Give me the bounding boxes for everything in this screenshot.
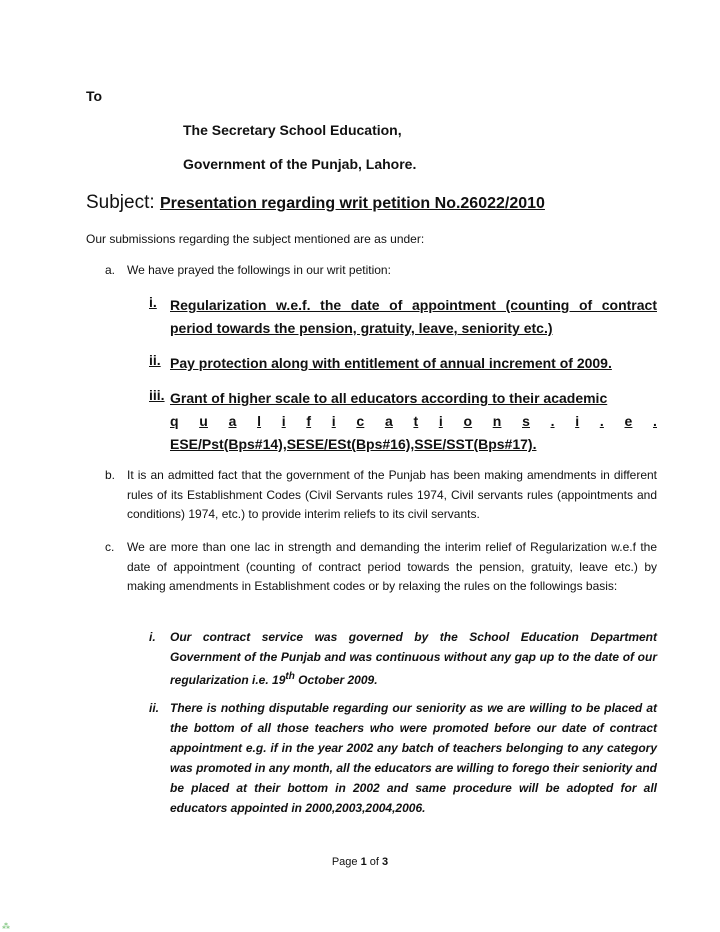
page-footer: Page 1 of 3 [331,856,389,868]
subject-text: Presentation regarding writ petition No.26022/2010 [159,195,545,212]
spaced-letter: u [199,413,208,429]
spaced-letter: q [170,413,179,429]
recipient-organization: Government of the Punjab, Lahore. [183,156,417,172]
list-marker: b. [105,468,116,482]
spaced-letter: t [413,413,419,429]
spaced-letter: o [463,413,473,429]
prayer-text-line1: Grant of higher scale to all educators according to their academic [170,390,608,406]
recipient-title: The Secretary School Education, [183,122,402,138]
list-marker: a. [105,263,116,277]
basis-number: ii. [149,701,160,715]
list-item-text: We are more than one lac in strength and demanding the interim relief of Regularization w.e.f the date of appointment (counting of contract period towards the pension, gratuity, leave etc.) by making amendments in Establishment codes or by relaxing the rules on the followings basis: [127,540,657,593]
total-pages-number: 3 [382,856,389,868]
list-item-text: It is an admitted fact that the government of the Punjab has been making amendments in different rules of its Establishment Codes (Civil Servants rules 1974, Civil servants rules (appointments and conditions) 1974, etc.) to provide interim reliefs to its civil servants. [127,468,657,521]
spaced-letter: f [306,413,312,429]
subject-line [86,192,545,214]
prayer-number: iii. [149,387,165,403]
spaced-letter: i [438,413,443,429]
basis-number: i. [149,630,156,644]
prayer-text-spaced-line [170,410,657,433]
prayer-number: ii. [149,352,161,368]
spaced-letter: . [550,413,555,429]
spaced-letter: . [599,413,604,429]
basis-text: There is nothing disputable regarding our seniority as we are willing to be placed at the bottom of all those teachers who were promoted before our date of contract appointment e.g. if in the year 2002 any batch of teachers belonging to any category was promoted in any month, all the educators are willing to forego their seniority and be placed at their bottom in 2002 and same procedure will be adopted for all educators appointed in 2000,2003,2004,2006. [170,701,657,815]
prayer-text: Regularization w.e.f. the date of appointment (counting of contract period towards the pension, gratuity, leave, seniority etc.) [170,297,657,336]
list-item-text: We have prayed the followings in our writ petition: [127,263,391,277]
prayer-text: Pay protection along with entitlement of annual increment of 2009. [170,355,612,371]
basis-text: Our contract service was governed by the School Education Department Government of the Punjab and was continuous without any gap up to the date of our regularization i.e. 19th October 2009. [170,630,657,687]
current-page-number: 1 [360,856,367,868]
spaced-letter: e [624,413,633,429]
corner-mark-icon: ⁂ [2,922,10,931]
spaced-letter: c [356,413,365,429]
subject-label: Subject: [86,192,155,213]
spaced-letter: i [331,413,336,429]
recipient-to: To [86,88,103,104]
spaced-letter: a [228,413,237,429]
spaced-letter: s [522,413,530,429]
spaced-letter: . [653,413,657,429]
prayer-text-line3: ESE/Pst(Bps#14),SESE/ESt(Bps#16),SSE/SST(Bps#17). [170,436,537,452]
list-marker: c. [105,540,115,554]
spaced-letter: i [575,413,580,429]
spaced-letter: l [257,413,262,429]
prayer-number: i. [149,294,157,310]
spaced-letter: a [384,413,393,429]
intro-text: Our submissions regarding the subject mentioned are as under: [86,232,425,246]
list-item-a [105,263,391,277]
spaced-letter: i [281,413,286,429]
spaced-letter: n [492,413,502,429]
